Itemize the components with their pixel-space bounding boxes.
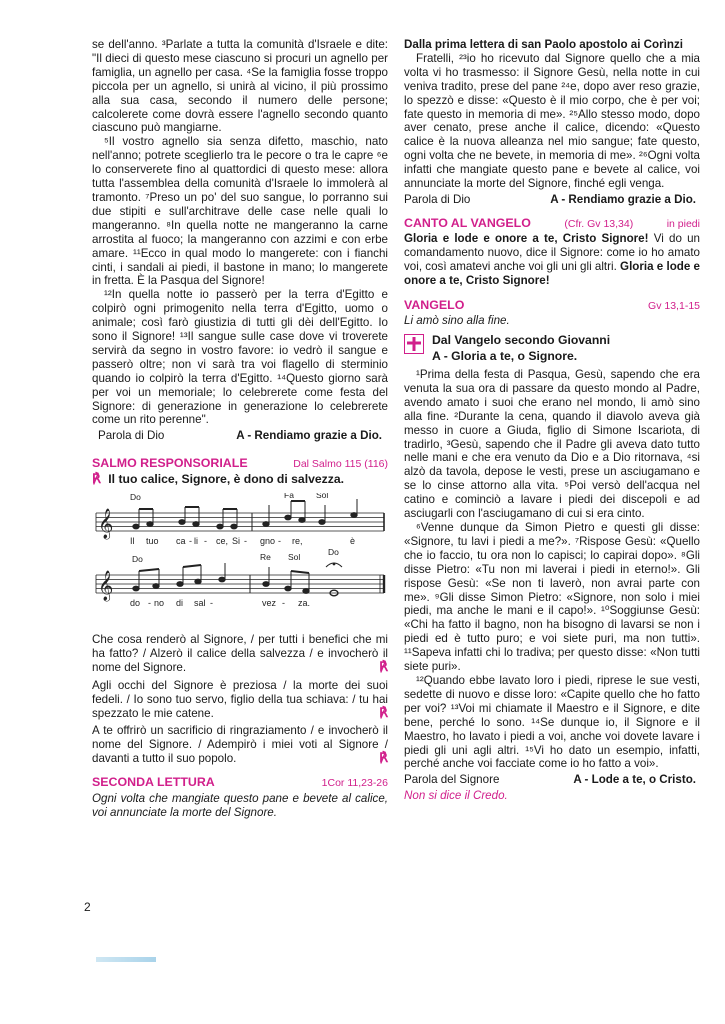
lyric-syllable: - — [189, 536, 192, 547]
gospel-cross-icon — [404, 334, 424, 354]
lyric-syllable: - — [148, 598, 151, 609]
exodus-paragraph-1: se dell'anno. ³Parlate a tutta la comunità d'Israele e dite: "Il dieci di questo mese ciascuno si procuri un agnello per famiglia, un agnello per casa. ⁴Se la famiglia fosse troppo piccola per un agnello, si unirà al vicino, il più prossimo alla sua casa, secondo il numero delle persone; calcolerete come dovrà essere l'agnello secondo quanto ciascuno può mangiarne. — [92, 38, 388, 135]
corinthians-paragraph: Fratelli, ²³io ho ricevuto dal Signore quello che a mia volta vi ho trasmesso: il Signore Gesù, nella notte in cui veniva tradito, prese del pane ²⁴e, dopo aver reso grazie, lo spezzò e disse: «Questo è il mio corpo, che è per voi; fate questo in memoria di me». ²⁵Allo stesso modo, dopo aver cenato, prese anche il calice, dicendo: «Questo calice è la nuova alleanza nel mio sangue; fate questo, ogni volta che ne bevete, in memoria di me». ²⁶Ogni volta infatti che mangiate questo pane e bevete al calice, voi annunciate la morte del Signore, finché egli venga. — [404, 51, 700, 191]
response-symbol: ℟ — [92, 472, 101, 488]
second-reading-heading: Dalla prima lettera di san Paolo apostolo ai Corìnzi — [404, 38, 683, 51]
second-reading-header — [92, 776, 388, 791]
psalm-reference: Dal Salmo 115 (116) — [293, 458, 388, 471]
psalm-response-text: Il tuo calice, Signore, è dono di salvezza. — [108, 472, 344, 487]
chord-label: Re — [260, 552, 271, 563]
exodus-paragraph-3: ¹²In quella notte io passerò per la terra d'Egitto e colpirò ogni primogenito nella terra d'Egitto, uomo o animale; così farò giustizia di tutti gli dèi dell'Egitto. Io sono il Signore! ¹³Il sangue sulle case dove vi troverete servirà da segno in vostro favore: io vedrò il sangue e passerò oltre; non vi sarà tra voi flagello di sterminio quando io colpirò la terra d'Egitto. ¹⁴Questo giorno sarà per voi un memoriale; lo celebrerete come festa del Signore: di generazione in generazione lo celebrerete come un rito perenne". — [92, 288, 388, 427]
lyric-syllable: ce, — [216, 536, 229, 547]
gospel-heading: Dal Vangelo secondo Giovanni — [432, 333, 611, 348]
lyric-syllable: Il — [130, 536, 135, 547]
standing-note: in piedi — [666, 217, 700, 230]
parola-del-signore-label: Parola del Signore — [404, 773, 500, 787]
response-symbol: ℟ — [379, 751, 388, 767]
lyric-syllable: tuo — [146, 536, 159, 547]
response-text: A - Rendiamo grazie a Dio. — [236, 429, 382, 443]
gospel-acclamation-header — [404, 217, 700, 232]
gospel-paragraph-2: ⁶Venne dunque da Simon Pietro e questi gli disse: «Signore, tu lavi i piedi a me?». ⁷Rispose Gesù: «Quello che io faccio, tu ora non lo capisci; lo capirai dopo». ⁸Gli disse Pietro: «Tu non mi laverai i piedi in eterno!». Gli rispose Gesù: «Se non ti laverò, non avrai parte con me». ⁹Gli disse Simon Pietro: «Signore, non solo i miei piedi, ma anche le mani e il capo!». ¹⁰Soggiunse Gesù: «Chi ha fatto il bagno, non ha bisogno di lavarsi se non i piedi ed è tutto puro; e voi siete puri, ma non tutti». ¹¹Sapeva infatti chi lo tradiva; per questo disse: «Non tutti siete puri». — [404, 521, 700, 674]
treble-clef-icon-2: 𝄞 — [98, 571, 114, 602]
response-symbol: ℟ — [379, 659, 388, 675]
chord-label: Sol — [288, 552, 301, 563]
psalm-response — [92, 473, 388, 487]
second-reading-response — [404, 193, 700, 207]
chord-label: Do — [130, 493, 141, 503]
parola-di-dio-label: Parola di Dio — [404, 192, 471, 206]
gospel-intro: Li amò sino alla fine. — [404, 314, 510, 328]
music-staff-svg — [92, 493, 388, 625]
lyric-syllable: li — [194, 536, 198, 547]
acclamation-verse: Vi do un comandamento nuovo, dice il Signore: come io ho amato voi, così amatevi anche voi gli uni gli altri. — [404, 231, 700, 273]
psalm-strophe-2 — [92, 679, 388, 721]
acclamation-2: Gloria e lode e onore a te, Cristo Signore! — [404, 259, 700, 287]
lyric-syllable: ca — [176, 536, 186, 547]
chord-label: Do — [328, 547, 339, 558]
first-reading-response — [92, 429, 388, 443]
music-notation — [92, 493, 388, 629]
gospel-paragraph-3: ¹²Quando ebbe lavato loro i piedi, riprese le sue vesti, sedette di nuovo e disse loro: «Capite quello che ho fatto per voi? ¹³Voi mi chiamate il Maestro e il Signore, e dite bene, perché lo sono. ¹⁴Se dunque io, il Signore e il Maestro, ho lavato i piedi a voi, anche voi dovete lavare i piedi gli uni agli altri. ¹⁵Vi ho dato un esempio, infatti, perché anche voi facciate come io ho fatto a voi». — [404, 673, 700, 771]
chord-label: Sol — [316, 493, 329, 501]
lyric-syllable: sal — [194, 598, 206, 609]
chord-label: Do — [132, 554, 143, 565]
lyric-syllable: - — [278, 536, 281, 547]
gospel-acclamation-reference: (Cfr. Gv 13,34) — [564, 217, 634, 230]
lyric-syllable: - — [210, 598, 213, 609]
lyric-syllable: vez — [262, 598, 277, 609]
lyric-syllable: - — [244, 536, 247, 547]
response-text: A - Rendiamo grazie a Dio. — [550, 192, 696, 206]
decorative-bar — [96, 957, 156, 962]
exodus-paragraph-2: ⁵Il vostro agnello sia senza difetto, maschio, nato nell'anno; potrete sceglierlo tra le pecore o tra le capre ⁶e lo conserverete fino al quattordici di questo mese: allora tutta l'assemblea della comunità d'Israele lo immolerà al tramonto. ⁷Preso un po' del suo sangue, lo porranno sui due stipiti e sull'architrave delle case nelle quali lo mangeranno. ⁸In quella notte ne mangeranno la carne arrostita al fuoco; la mangeranno con azzimi e con erbe amare. ¹¹Ecco in qual modo lo mangerete: con i fianchi cinti, i sandali ai piedi, il bastone in mano; lo mangerete in fretta. È la Pasqua del Signore! — [92, 135, 388, 288]
strophe-text: Che cosa renderò al Signore, / per tutti i benefici che mi ha fatto? / Alzerò il calice della salvezza / e invocherò il nome del Signore. — [92, 633, 388, 674]
chord-label: Fa — [284, 493, 294, 501]
treble-clef-icon: 𝄞 — [98, 509, 114, 540]
gospel-acclamation-text — [404, 232, 700, 288]
gospel-reference: Gv 13,1-15 — [648, 300, 700, 313]
lyric-syllable: è — [350, 536, 356, 547]
acclamation-1: Gloria e lode e onore a te, Cristo Signore! — [404, 231, 649, 245]
strophe-text: A te offrirò un sacrificio di ringraziamento / e invocherò il nome del Signore. / Adempirò i miei voti al Signore / davanti a tutto il suo popolo. — [92, 724, 388, 766]
gospel-final-response: A - Lode a te, o Cristo. — [573, 773, 696, 787]
second-reading-reference: 1Cor 11,23-26 — [321, 777, 388, 790]
gospel-paragraph-1: ¹Prima della festa di Pasqua, Gesù, sapendo che era venuta la sua ora di passare da questo mondo al Padre, avendo amato i suoi che erano nel mondo, li amò sino alla fine. ²Durante la cena, quando il diavolo aveva già messo in cuore a Giuda, figlio di Simone Iscariota, di tradirlo, ³Gesù, sapendo che il Padre gli aveva dato tutto nelle mani e che era venuto da Dio e a Dio ritornava, ⁴si alzò da tavola, depose le vesti, prese un asciugamano e se lo cinse attorno alla vita. ⁵Poi versò dell'acqua nel catino e cominciò a lavare i piedi dei discepoli e ad asciugarli con l'asciugamano di cui si era cinto. — [404, 368, 700, 521]
second-reading-intro: Ogni volta che mangiate questo pane e bevete al calice, voi annunciate la morte del Signore. — [92, 792, 388, 819]
gospel-heading-block — [404, 334, 700, 364]
credo-note: Non si dice il Credo. — [404, 789, 508, 803]
lyric-syllable: Si — [232, 536, 241, 547]
parola-di-dio-label: Parola di Dio — [98, 429, 165, 443]
second-reading-title: SECONDA LETTURA — [92, 775, 215, 790]
psalm-title: SALMO RESPONSORIALE — [92, 456, 248, 471]
right-column — [404, 38, 700, 803]
lyric-syllable: do — [130, 598, 141, 609]
strophe-text: Agli occhi del Signore è preziosa / la morte dei suoi fedeli. / Io sono tuo servo, figlio della tua schiava: / tu hai spezzato le mie catene. — [92, 678, 388, 720]
lyric-syllable: - — [282, 598, 285, 609]
gospel-header — [404, 299, 700, 314]
lyric-syllable: za. — [298, 598, 311, 609]
gospel-acclamation-title: CANTO AL VANGELO — [404, 215, 531, 230]
lyric-syllable: re, — [292, 536, 303, 547]
page-number: 2 — [84, 900, 91, 914]
psalm-header — [92, 457, 388, 472]
gospel-response: A - Gloria a te, o Signore. — [432, 349, 578, 364]
lyric-syllable: gno — [260, 536, 276, 547]
lyric-syllable: - — [204, 536, 207, 547]
gospel-title: VANGELO — [404, 298, 465, 313]
psalm-strophe-1 — [92, 633, 388, 675]
response-symbol: ℟ — [379, 705, 388, 721]
psalm-strophe-3 — [92, 724, 388, 766]
gospel-response-line — [404, 773, 700, 787]
lyric-syllable: di — [176, 598, 184, 609]
lyric-syllable: no — [154, 598, 165, 609]
left-column — [92, 38, 388, 820]
